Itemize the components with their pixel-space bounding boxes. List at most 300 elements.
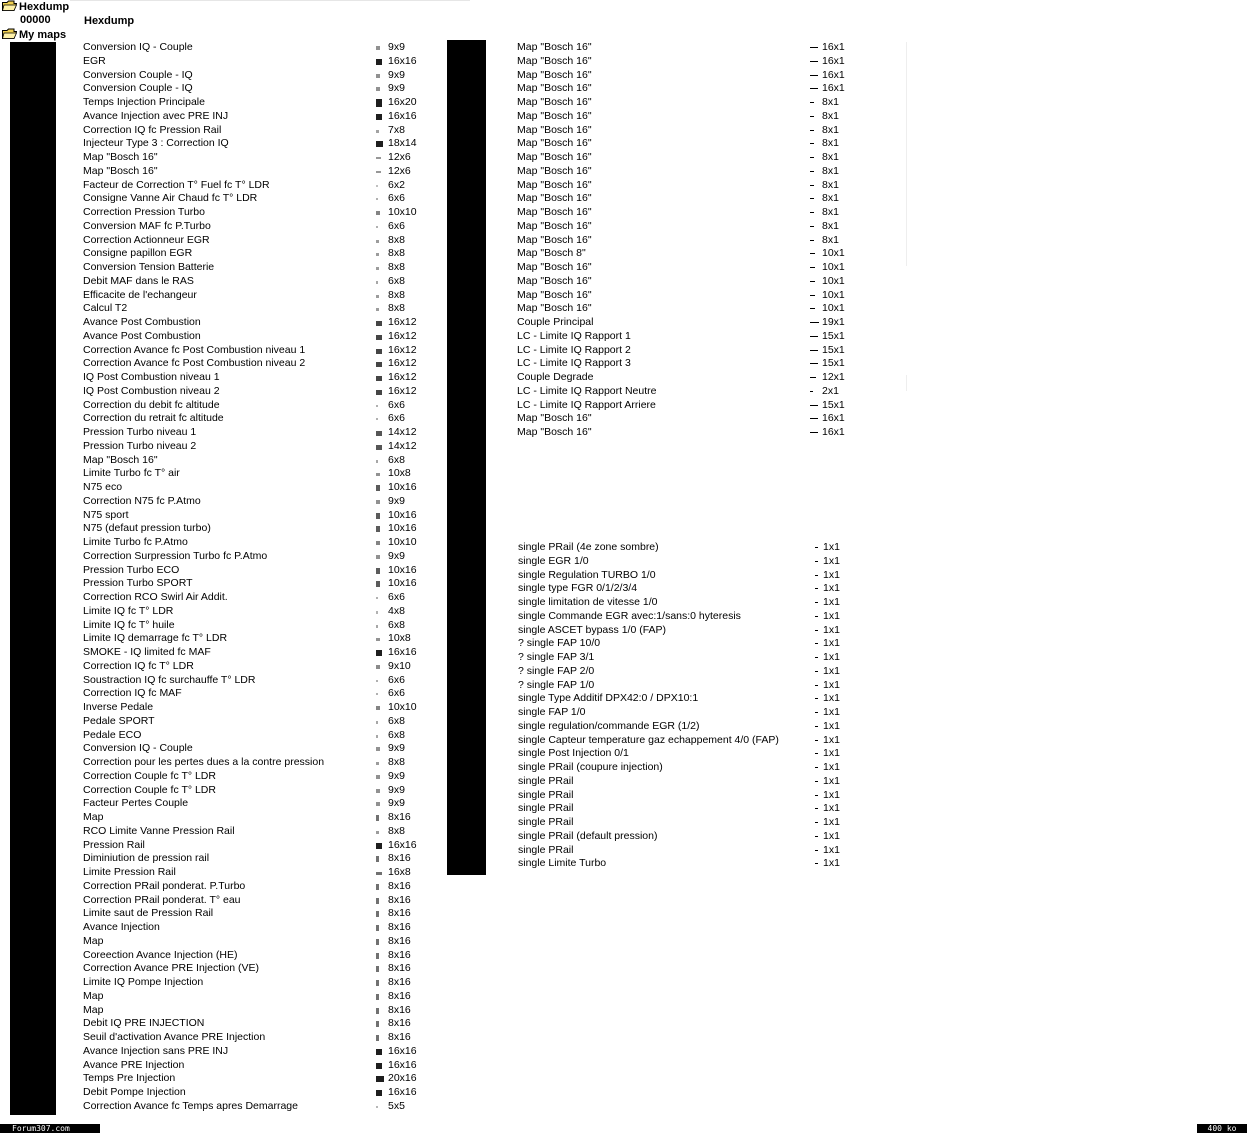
map-row[interactable] — [518, 857, 858, 871]
map-row[interactable] — [518, 734, 858, 748]
map-name: Efficacite de l'echangeur — [83, 288, 197, 301]
map-shape-icon — [376, 445, 382, 450]
map-shape-icon — [815, 753, 818, 754]
tree-folder-my-maps[interactable] — [2, 28, 66, 41]
map-row[interactable] — [83, 247, 423, 261]
map-row[interactable] — [517, 261, 857, 275]
map-row[interactable] — [518, 582, 858, 596]
map-shape-icon — [815, 657, 818, 658]
map-row[interactable] — [518, 596, 858, 610]
map-shape-icon — [810, 377, 816, 378]
map-shape-icon — [376, 994, 379, 1000]
map-name: single FAP 1/0 — [518, 706, 586, 718]
map-shape-icon — [815, 643, 818, 644]
map-shape-icon — [810, 322, 819, 323]
map-row[interactable] — [517, 82, 857, 96]
map-row[interactable] — [517, 165, 857, 179]
map-size: 16x12 — [388, 343, 417, 356]
map-shape-icon — [376, 74, 380, 78]
map-shape-icon — [376, 872, 382, 875]
map-row[interactable] — [518, 569, 858, 583]
map-size: 1x1 — [823, 788, 840, 801]
map-shape-icon — [376, 693, 378, 695]
map-shape-icon — [376, 198, 378, 200]
map-row[interactable] — [517, 110, 857, 124]
map-shape-icon — [376, 884, 379, 890]
map-shape-icon — [376, 500, 380, 504]
map-size: 10x16 — [388, 481, 417, 493]
map-row[interactable] — [83, 756, 423, 770]
map-size: 8x1 — [822, 206, 839, 218]
map-shape-icon — [810, 75, 818, 76]
map-size: 12x1 — [822, 371, 845, 383]
map-row[interactable] — [83, 261, 423, 275]
map-row[interactable] — [83, 509, 423, 523]
map-row[interactable] — [83, 1072, 423, 1086]
map-name: Map "Bosch 16" — [517, 96, 592, 108]
map-shape-icon — [376, 157, 381, 159]
map-size: 16x16 — [388, 646, 417, 658]
map-size: 8x16 — [388, 907, 411, 920]
map-row[interactable] — [83, 179, 423, 193]
map-row[interactable] — [83, 1017, 423, 1031]
map-name: Correction Avance fc Post Combustion niveau 2 — [83, 357, 306, 370]
map-name: Correction IQ fc Pression Rail — [83, 123, 222, 136]
map-row[interactable] — [517, 69, 857, 83]
map-size: 16x1 — [822, 426, 845, 438]
map-row[interactable] — [517, 179, 857, 193]
map-row[interactable] — [83, 440, 423, 454]
map-row[interactable] — [83, 110, 423, 124]
map-row[interactable] — [83, 811, 423, 825]
map-name: Limite IQ Pompe Injection — [83, 976, 204, 988]
map-row[interactable] — [83, 674, 423, 688]
map-row[interactable] — [83, 454, 423, 468]
map-name: Map — [83, 934, 104, 947]
map-shape-icon — [376, 226, 378, 228]
map-row[interactable] — [517, 234, 857, 248]
map-size: 16x1 — [822, 412, 845, 425]
map-name: Correction Surpression Turbo fc P.Atmo — [83, 549, 268, 562]
map-shape-icon — [376, 99, 382, 107]
map-row[interactable] — [518, 665, 858, 679]
map-name: Conversion Tension Batterie — [83, 261, 215, 273]
map-row[interactable] — [518, 541, 858, 555]
map-size: 10x16 — [388, 577, 417, 590]
map-row[interactable] — [83, 82, 423, 96]
map-row[interactable] — [83, 619, 423, 633]
map-size: 8x16 — [388, 1017, 411, 1030]
map-row[interactable] — [518, 802, 858, 816]
map-row[interactable] — [517, 220, 857, 234]
map-row[interactable] — [83, 344, 423, 358]
map-name: Map — [83, 989, 104, 1002]
map-row[interactable] — [83, 591, 423, 605]
map-row[interactable] — [83, 729, 423, 743]
map-shape-icon — [376, 597, 378, 599]
map-row[interactable] — [517, 55, 857, 69]
map-size: 16x16 — [388, 1044, 417, 1057]
map-row[interactable] — [83, 770, 423, 784]
map-row[interactable] — [518, 816, 858, 830]
map-row[interactable] — [83, 715, 423, 729]
map-name: Correction Avance fc Post Combustion niveau 1 — [83, 343, 306, 356]
map-shape-icon — [810, 405, 818, 406]
map-shape-icon — [376, 130, 379, 133]
map-size: 16x1 — [822, 82, 845, 95]
map-size: 8x8 — [388, 247, 405, 260]
map-size: 8x16 — [388, 879, 411, 892]
map-row[interactable] — [517, 41, 857, 55]
map-row[interactable] — [83, 69, 423, 83]
map-row[interactable] — [83, 41, 423, 55]
map-row[interactable] — [83, 742, 423, 756]
map-row[interactable] — [518, 692, 858, 706]
map-row[interactable] — [83, 371, 423, 385]
map-shape-icon — [376, 281, 378, 284]
map-shape-icon — [376, 966, 379, 972]
map-size: 8x1 — [822, 96, 839, 108]
map-row[interactable] — [83, 894, 423, 908]
map-row[interactable] — [83, 495, 423, 509]
map-row[interactable] — [83, 839, 423, 853]
map-name: Map "Bosch 16" — [517, 261, 592, 273]
map-row[interactable] — [83, 467, 423, 481]
map-row[interactable] — [517, 137, 857, 151]
map-shape-icon — [810, 143, 814, 144]
map-shape-icon — [376, 1076, 384, 1082]
map-shape-icon — [810, 418, 818, 419]
map-row[interactable] — [83, 275, 423, 289]
map-size: 14x12 — [388, 426, 417, 438]
map-shape-icon — [376, 418, 378, 420]
map-size: 1x1 — [823, 829, 840, 842]
map-size: 12x6 — [388, 164, 411, 177]
map-shape-icon — [376, 953, 379, 959]
map-name: single Commande EGR avec:1/sans:0 hyteresis — [518, 609, 741, 622]
map-size: 1x1 — [823, 802, 840, 815]
map-name: single PRail — [518, 788, 574, 801]
map-row[interactable] — [517, 206, 857, 220]
map-row[interactable] — [517, 412, 857, 426]
map-name: Map "Bosch 16" — [517, 274, 592, 287]
map-row[interactable] — [518, 720, 858, 734]
map-shape-icon — [815, 712, 818, 713]
map-size: 10x1 — [822, 261, 845, 273]
map-size: 1x1 — [823, 554, 840, 567]
map-name: Pedale ECO — [83, 728, 142, 741]
map-shape-icon — [376, 46, 380, 50]
map-row[interactable] — [83, 990, 423, 1004]
map-shape-icon — [376, 1035, 379, 1041]
map-row[interactable] — [83, 399, 423, 413]
map-size: 9x9 — [388, 549, 405, 562]
map-shape-icon — [815, 836, 818, 837]
tree-folder-label: My maps — [19, 29, 67, 41]
map-name: LC - Limite IQ Rapport 1 — [517, 329, 631, 342]
map-name: single regulation/commande EGR (1/2) — [518, 719, 700, 732]
map-name: Correction IQ fc T° LDR — [83, 659, 194, 672]
map-row[interactable] — [518, 637, 858, 651]
map-shape-icon — [376, 405, 378, 407]
map-shape-icon — [810, 308, 815, 309]
map-shape-icon — [376, 541, 380, 545]
map-row[interactable] — [83, 935, 423, 949]
map-row[interactable] — [518, 651, 858, 665]
map-row[interactable] — [83, 206, 423, 220]
map-list-curves — [517, 41, 857, 440]
map-name: Couple Degrade — [517, 371, 594, 383]
map-row[interactable] — [518, 761, 858, 775]
map-size: 1x1 — [823, 623, 840, 636]
map-size: 9x9 — [388, 783, 405, 796]
map-shape-icon — [376, 349, 382, 354]
map-row[interactable] — [83, 797, 423, 811]
map-row[interactable] — [517, 399, 857, 413]
tree-root-hexdump[interactable] — [2, 0, 69, 13]
map-row[interactable] — [83, 385, 423, 399]
map-row[interactable] — [83, 522, 423, 536]
map-shape-icon — [815, 698, 818, 699]
map-name: Map "Bosch 16" — [517, 206, 592, 218]
map-name: single PRail (coupure injection) — [518, 761, 663, 773]
map-row[interactable] — [83, 55, 423, 69]
map-size: 14x12 — [388, 439, 417, 452]
map-size: 8x8 — [388, 288, 405, 301]
map-shape-icon — [815, 602, 818, 603]
map-name: Consigne papillon EGR — [83, 247, 193, 260]
map-shape-icon — [376, 1008, 379, 1014]
map-shape-icon — [376, 473, 380, 476]
map-row[interactable] — [518, 555, 858, 569]
map-row[interactable] — [518, 706, 858, 720]
map-row[interactable] — [517, 275, 857, 289]
map-row[interactable] — [517, 357, 857, 371]
map-row[interactable] — [83, 852, 423, 866]
map-name: IQ Post Combustion niveau 2 — [83, 384, 220, 397]
map-size: 8x8 — [388, 233, 405, 246]
map-row[interactable] — [83, 921, 423, 935]
folder-open-icon — [2, 28, 17, 39]
map-row[interactable] — [83, 949, 423, 963]
map-size: 8x16 — [388, 1003, 411, 1016]
map-size: 16x16 — [388, 838, 417, 851]
map-row[interactable] — [517, 330, 857, 344]
map-size: 10x10 — [388, 701, 417, 713]
map-name: N75 eco — [83, 481, 123, 493]
map-name: single Capteur temperature gaz echappement 4/0 (FAP) — [518, 733, 779, 746]
map-shape-icon — [815, 726, 818, 727]
map-shape-icon — [376, 939, 379, 945]
map-size: 18x14 — [388, 137, 417, 150]
map-size: 8x16 — [388, 934, 411, 947]
map-row[interactable] — [83, 1031, 423, 1045]
tree-root-label: Hexdump — [19, 1, 70, 13]
map-size: 1x1 — [823, 706, 840, 718]
map-row[interactable] — [83, 646, 423, 660]
map-row[interactable] — [518, 610, 858, 624]
map-shape-icon — [815, 616, 818, 617]
map-size: 6x2 — [388, 178, 405, 191]
map-name: Map "Bosch 16" — [517, 178, 592, 191]
map-row[interactable] — [83, 907, 423, 921]
map-row[interactable] — [517, 344, 857, 358]
map-row[interactable] — [83, 1045, 423, 1059]
map-row[interactable] — [83, 220, 423, 234]
map-row[interactable] — [517, 192, 857, 206]
map-shape-icon — [376, 253, 379, 256]
column-divider-short — [906, 375, 907, 391]
map-name: Correction PRail ponderat. T° eau — [83, 893, 241, 906]
map-row[interactable] — [517, 302, 857, 316]
map-row[interactable] — [517, 247, 857, 261]
map-size: 15x1 — [822, 343, 845, 356]
map-row[interactable] — [518, 844, 858, 858]
map-shape-icon — [376, 335, 382, 340]
map-shape-icon — [815, 671, 818, 672]
map-shape-icon — [376, 240, 379, 243]
map-name: Map "Bosch 16" — [517, 68, 592, 81]
map-name: Pression Turbo niveau 2 — [83, 439, 197, 452]
map-size: 8x16 — [388, 948, 411, 961]
map-row[interactable] — [517, 316, 857, 330]
map-row[interactable] — [83, 192, 423, 206]
map-name: Correction IQ fc MAF — [83, 687, 182, 700]
map-row[interactable] — [83, 151, 423, 165]
map-size: 8x16 — [388, 921, 411, 933]
map-row[interactable] — [83, 632, 423, 646]
map-shape-icon — [815, 575, 818, 576]
map-size: 10x1 — [822, 274, 845, 287]
map-row[interactable] — [83, 550, 423, 564]
map-row[interactable] — [517, 151, 857, 165]
map-row[interactable] — [83, 605, 423, 619]
map-size: 8x16 — [388, 893, 411, 906]
map-row[interactable] — [83, 234, 423, 248]
map-row[interactable] — [83, 330, 423, 344]
map-shape-icon — [815, 630, 818, 631]
map-row[interactable] — [518, 679, 858, 693]
map-row[interactable] — [83, 564, 423, 578]
map-shape-icon — [810, 102, 814, 103]
map-shape-icon — [810, 88, 818, 89]
map-name: single type FGR 0/1/2/3/4 — [518, 582, 638, 595]
map-row[interactable] — [83, 165, 423, 179]
map-row[interactable] — [83, 96, 423, 110]
map-name: Correction PRail ponderat. P.Turbo — [83, 879, 246, 892]
map-name: Debit Pompe Injection — [83, 1086, 186, 1098]
map-name: N75 sport — [83, 508, 129, 521]
map-shape-icon — [815, 767, 818, 768]
map-row[interactable] — [83, 962, 423, 976]
map-row[interactable] — [83, 976, 423, 990]
map-row[interactable] — [83, 1004, 423, 1018]
map-row[interactable] — [518, 747, 858, 761]
map-name: Correction du debit fc altitude — [83, 398, 220, 411]
map-shape-icon — [376, 431, 382, 436]
map-row[interactable] — [518, 624, 858, 638]
map-name: Correction Actionneur EGR — [83, 233, 210, 246]
footer-filesize: 400 ko — [1197, 1124, 1247, 1133]
map-row[interactable] — [517, 385, 857, 399]
map-size: 1x1 — [823, 719, 840, 732]
map-size: 8x16 — [388, 962, 411, 975]
map-row[interactable] — [517, 289, 857, 303]
map-shape-icon — [810, 350, 818, 351]
map-size: 1x1 — [823, 637, 840, 650]
map-size: 2x1 — [822, 384, 839, 397]
map-row[interactable] — [83, 302, 423, 316]
map-name: IQ Post Combustion niveau 1 — [83, 371, 220, 383]
map-row[interactable] — [517, 426, 857, 440]
map-row[interactable] — [83, 137, 423, 151]
map-row[interactable] — [518, 775, 858, 789]
map-row[interactable] — [83, 1059, 423, 1073]
map-row[interactable] — [83, 289, 423, 303]
map-name: Conversion IQ - Couple — [83, 742, 193, 755]
map-shape-icon — [376, 59, 382, 65]
map-shape-icon — [376, 141, 383, 147]
hexdump-address[interactable]: 00000 — [20, 14, 51, 26]
map-shape-icon — [810, 253, 815, 254]
map-shape-icon — [810, 47, 818, 48]
map-row[interactable] — [83, 1086, 423, 1100]
map-shape-icon — [810, 185, 814, 186]
map-shape-icon — [376, 911, 379, 917]
map-name: LC - Limite IQ Rapport 3 — [517, 357, 631, 370]
map-row[interactable] — [518, 830, 858, 844]
map-row[interactable] — [83, 880, 423, 894]
map-name: single PRail — [518, 774, 574, 787]
map-row[interactable] — [83, 481, 423, 495]
map-name: Map "Bosch 16" — [517, 219, 592, 232]
map-row[interactable] — [83, 357, 423, 371]
map-row[interactable] — [83, 825, 423, 839]
map-row[interactable] — [83, 866, 423, 880]
map-size: 9x9 — [388, 41, 405, 53]
map-row[interactable] — [83, 687, 423, 701]
map-row[interactable] — [83, 660, 423, 674]
map-name: EGR — [83, 54, 106, 67]
map-row[interactable] — [83, 701, 423, 715]
map-shape-icon — [810, 198, 814, 199]
map-row[interactable] — [83, 426, 423, 440]
map-row[interactable] — [83, 784, 423, 798]
map-size: 10x8 — [388, 467, 411, 480]
map-size: 8x1 — [822, 192, 839, 205]
map-shape-icon — [376, 843, 382, 849]
map-name: Map "Bosch 16" — [517, 233, 592, 246]
map-row[interactable] — [83, 412, 423, 426]
map-row[interactable] — [83, 1100, 423, 1114]
folder-open-icon — [2, 0, 17, 11]
map-name: single PRail — [518, 843, 574, 856]
map-size: 6x8 — [388, 274, 405, 287]
map-row[interactable] — [517, 371, 857, 385]
map-row[interactable] — [518, 789, 858, 803]
map-row[interactable] — [83, 577, 423, 591]
map-size: 8x8 — [388, 261, 405, 273]
map-row[interactable] — [83, 124, 423, 138]
map-row[interactable] — [83, 316, 423, 330]
map-row[interactable] — [83, 536, 423, 550]
map-row[interactable] — [517, 96, 857, 110]
map-name: Pedale SPORT — [83, 714, 155, 727]
map-name: ? single FAP 10/0 — [518, 637, 601, 650]
map-size: 8x1 — [822, 178, 839, 191]
map-size: 7x8 — [388, 123, 405, 136]
map-row[interactable] — [517, 124, 857, 138]
